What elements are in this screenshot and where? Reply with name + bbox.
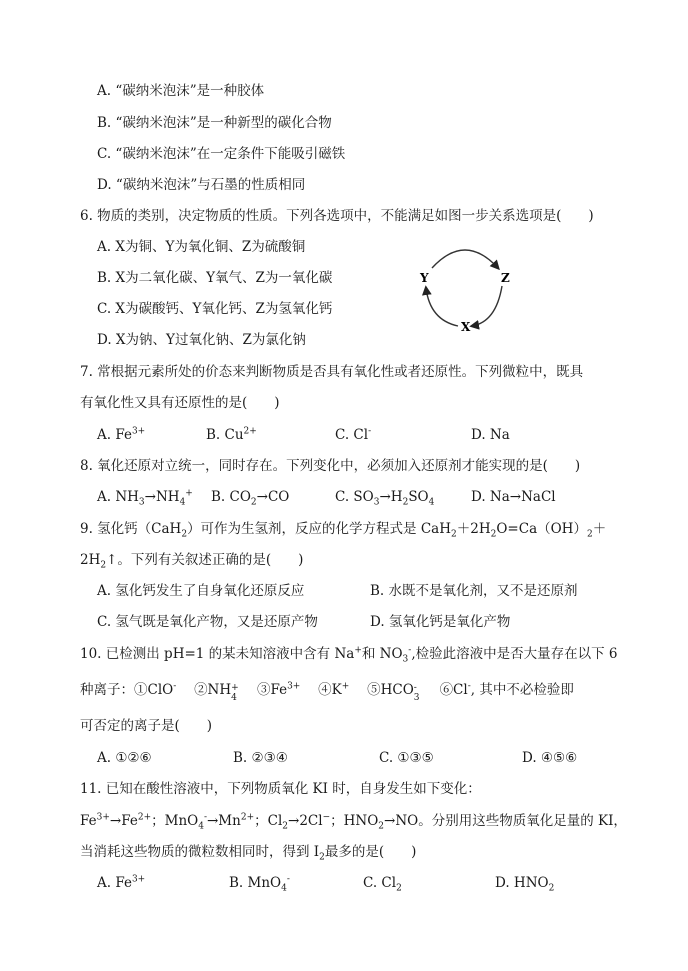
node-z: Z bbox=[501, 271, 510, 285]
q7-option-a: A. $Fe^{3+}$ bbox=[97, 426, 146, 443]
q11-option-a: A. $Fe^{3+}$ bbox=[97, 874, 146, 891]
q9-stem-line1: 9. 氢化钙（CaH$_2$）可作为生氢剂，反应的化学方程式是 $CaH_2+2H_2O=Ca(OH)_2+$ bbox=[80, 521, 607, 540]
q10-stem-line3: 可否定的离子是( ) bbox=[80, 718, 213, 734]
q7-option-d: D. Na bbox=[471, 427, 510, 443]
q8-stem: 8. 氧化还原对立统一，同时存在。下列变化中，必须加入还原剂才能实现的是( ) bbox=[80, 458, 581, 474]
q7-stem-line1: 7. 常根据元素所处的价态来判断物质是否具有氧化性或者还原性。下列微粒中，既具 bbox=[80, 364, 584, 380]
q8-option-a: A. $NH_3\to NH_4^+$ bbox=[97, 488, 193, 508]
q8-option-c: C. $SO_3\to H_2SO_4$ bbox=[335, 489, 435, 508]
q10-option-c: C. ①③⑤ bbox=[379, 750, 434, 766]
node-y: Y bbox=[420, 271, 429, 285]
q9-option-d: D. 氢氧化钙是氧化产物 bbox=[370, 614, 511, 630]
q11-option-d: D. $HNO_2$ bbox=[495, 875, 555, 894]
q8-option-d: D. Na→NaCl bbox=[471, 489, 556, 505]
node-x: X bbox=[461, 320, 471, 334]
q9-option-c: C. 氢气既是氧化产物，又是还原产物 bbox=[97, 614, 318, 630]
q11-option-c: C. $Cl_2$ bbox=[363, 875, 402, 894]
q11-stem-line2: $Fe^{3+}\to Fe^{2+}$；$MnO_4^-\to Mn^{2+}$；$Cl_2\to 2Cl^-$；$HNO_2\to NO$。分别用这些物质氧化足量的 KI， bbox=[80, 812, 627, 832]
q5-option-a: A. “碳纳米泡沫”是一种胶体 bbox=[97, 83, 265, 99]
q10-stem-line1: 10. 已检测出 pH=1 的某未知溶液中含有 Na+和 $NO_3^-$,检验此溶液中是否大量存在以下 6 bbox=[80, 645, 618, 665]
q6-option-c: C. X为碳酸钙、Y氧化钙、Z为氢氧化钙 bbox=[97, 301, 333, 317]
q11-option-b: B. MnO$_4$- bbox=[229, 874, 290, 894]
q10-option-d: D. ④⑤⑥ bbox=[522, 750, 578, 766]
q7-stem-line2: 有氧化性又具有还原性的是( ) bbox=[80, 395, 280, 411]
q10-stem-line2: 种离子：①ClO- ②NH + 4 $③Fe^{3+}$ ④K+ ⑤HCO - 3 ⑥Cl-, 其中不必检验即 bbox=[80, 681, 574, 703]
q5-option-c: C. “碳纳米泡沫”在一定条件下能吸引磁铁 bbox=[97, 146, 346, 162]
q6-option-a: A. X为铜、Y为氧化铜、Z为硫酸铜 bbox=[97, 239, 306, 255]
q7-option-c: C. Cl- bbox=[335, 426, 372, 443]
arrow-z-to-x bbox=[472, 286, 502, 326]
q8-option-b: B. $CO_2\to CO$ bbox=[211, 489, 290, 508]
arrow-y-to-z bbox=[432, 250, 498, 268]
q6-stem: 6. 物质的类别，决定物质的性质。下列各选项中，不能满足如图一步关系选项是( ) bbox=[80, 208, 594, 224]
q7-option-b: B. $Cu^{2+}$ bbox=[206, 426, 257, 443]
q6-option-d: D. X为钠、Y过氧化钠、Z为氯化钠 bbox=[97, 332, 306, 348]
q10-option-b: B. ②③④ bbox=[233, 750, 288, 766]
q5-option-d: D. “碳纳米泡沫”与石墨的性质相同 bbox=[97, 177, 306, 193]
q9-option-a: A. 氢化钙发生了自身氧化还原反应 bbox=[97, 583, 305, 599]
q10-option-a: A. ①②⑥ bbox=[97, 750, 152, 766]
q11-stem-line1: 11. 已知在酸性溶液中，下列物质氧化 KI 时，自身发生如下变化： bbox=[80, 781, 481, 797]
q5-option-b: B. “碳纳米泡沫”是一种新型的碳化合物 bbox=[97, 115, 332, 131]
q11-stem-line3: 当消耗这些物质的微粒数相同时，得到 $I_2$最多的是( ) bbox=[80, 844, 417, 863]
q9-option-b: B. 水既不是氧化剂，又不是还原剂 bbox=[370, 583, 578, 599]
q6-option-b: B. X为二氧化碳、Y氧气、Z为一氧化碳 bbox=[97, 270, 333, 286]
arrow-x-to-y bbox=[426, 288, 458, 326]
q9-stem-line2: $2H_2↑$。下列有关叙述正确的是( ) bbox=[80, 552, 304, 571]
cycle-diagram bbox=[410, 240, 520, 335]
